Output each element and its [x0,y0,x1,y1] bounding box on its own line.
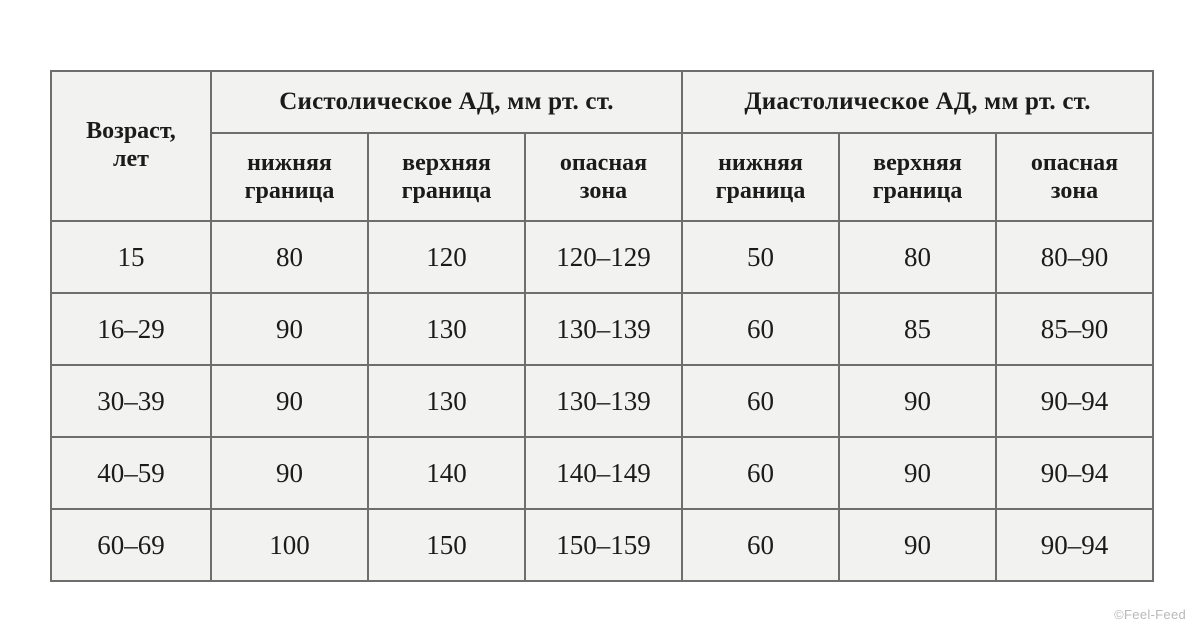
cell-diastolic-danger: 90–94 [996,437,1153,509]
cell-diastolic-danger: 90–94 [996,365,1153,437]
cell-diastolic-upper: 90 [839,509,996,581]
header-age-line2: лет [113,146,149,172]
cell-diastolic-lower: 60 [682,293,839,365]
cell-systolic-lower: 90 [211,365,368,437]
watermark: ©Feel-Feed [1114,607,1186,622]
header-diastolic-danger-line2: зона [1050,178,1099,204]
cell-systolic-danger: 130–139 [525,293,682,365]
cell-diastolic-lower: 50 [682,221,839,293]
header-diastolic-lower-line1: нижняя [718,149,803,176]
table-body [51,221,1153,581]
cell-systolic-upper: 150 [368,509,525,581]
header-diastolic-group: Диастолическое АД, мм рт. ст. [682,71,1153,133]
header-systolic-upper [368,133,525,221]
cell-age: 15 [51,221,211,293]
cell-diastolic-lower: 60 [682,365,839,437]
cell-diastolic-danger: 90–94 [996,509,1153,581]
header-systolic-lower [211,133,368,221]
header-diastolic-lower [682,133,839,221]
cell-systolic-danger: 140–149 [525,437,682,509]
cell-systolic-danger: 150–159 [525,509,682,581]
cell-systolic-lower: 90 [211,293,368,365]
header-diastolic-upper [839,133,996,221]
cell-diastolic-upper: 85 [839,293,996,365]
cell-diastolic-upper: 90 [839,437,996,509]
cell-systolic-danger: 120–129 [525,221,682,293]
header-age-line1: Возраст, [86,118,176,145]
table-row [51,365,1153,437]
header-systolic-danger-line2: зона [579,178,628,204]
header-systolic-upper-line2: граница [401,178,492,204]
header-diastolic-danger [996,133,1153,221]
cell-age: 60–69 [51,509,211,581]
cell-systolic-lower: 100 [211,509,368,581]
header-diastolic-danger-line1: опасная [1030,149,1119,176]
cell-diastolic-upper: 90 [839,365,996,437]
header-systolic-upper-line1: верхняя [402,149,491,176]
header-diastolic-lower-line2: граница [715,178,806,204]
table-head [51,71,1153,221]
cell-diastolic-upper: 80 [839,221,996,293]
cell-diastolic-lower: 60 [682,437,839,509]
cell-systolic-upper: 120 [368,221,525,293]
header-systolic-group: Систолическое АД, мм рт. ст. [211,71,682,133]
table-row [51,509,1153,581]
table-row [51,293,1153,365]
cell-systolic-upper: 130 [368,365,525,437]
table-row [51,437,1153,509]
header-systolic-danger [525,133,682,221]
cell-systolic-upper: 130 [368,293,525,365]
header-systolic-lower-line1: нижняя [247,149,332,176]
table-header-group-row [51,71,1153,133]
table-header-sub-row [51,133,1153,221]
table-row [51,221,1153,293]
cell-systolic-lower: 90 [211,437,368,509]
blood-pressure-table-container [50,70,1150,582]
cell-systolic-lower: 80 [211,221,368,293]
header-diastolic-upper-line1: верхняя [873,149,962,176]
header-age [51,71,211,221]
header-diastolic-upper-line2: граница [872,178,963,204]
cell-age: 30–39 [51,365,211,437]
cell-age: 40–59 [51,437,211,509]
cell-diastolic-danger: 80–90 [996,221,1153,293]
header-systolic-danger-line1: опасная [559,149,648,176]
cell-systolic-upper: 140 [368,437,525,509]
blood-pressure-table [50,70,1154,582]
header-systolic-lower-line2: граница [244,178,335,204]
cell-diastolic-lower: 60 [682,509,839,581]
cell-diastolic-danger: 85–90 [996,293,1153,365]
cell-age: 16–29 [51,293,211,365]
cell-systolic-danger: 130–139 [525,365,682,437]
